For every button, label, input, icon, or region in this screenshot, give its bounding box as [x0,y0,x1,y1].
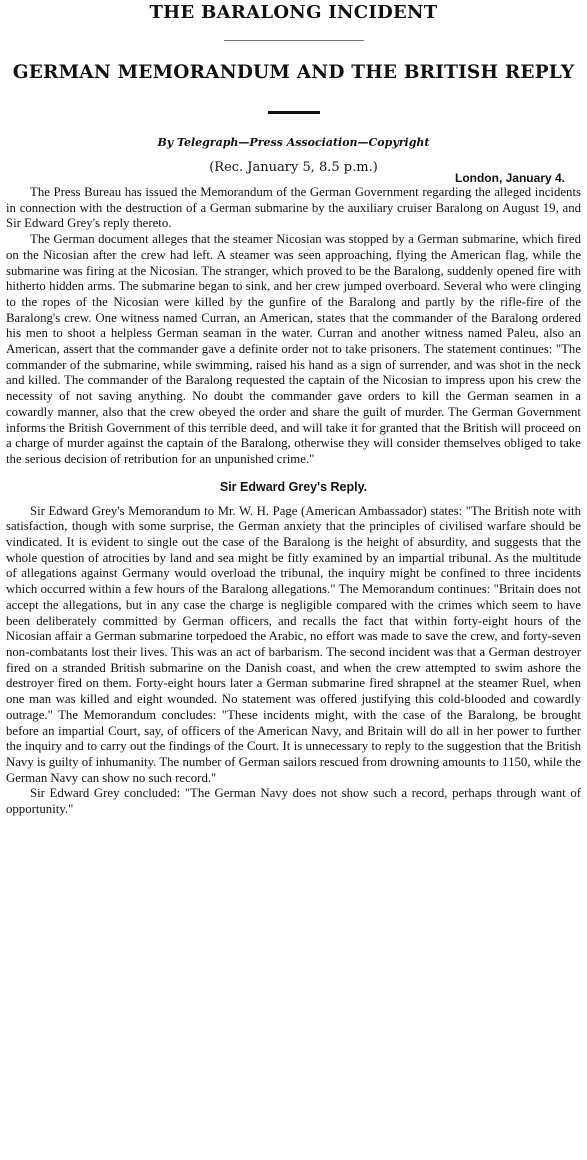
article-title: THE BARALONG INCIDENT [149,2,438,23]
paragraph-1: The Press Bureau has issued the Memorandum of the German Government regarding the alleged incidents in connection with the destruction of a German submarine by the auxiliary cruiser Baralong on August 19, and Sir Edward Grey's reply thereto. [6,185,581,231]
title-underline [224,40,364,41]
received-time: (Rec. January 5, 8.5 p.m.) [209,160,378,175]
paragraph-2: The German document alleges that the steamer Nicosian was stopped by a German submarine, which fired on the Nicosian after the crew had left. A steamer was seen approaching, flying the American flag, while the submarine was firing at the Nicosian. The stranger, which proved to be the Baralong, suddenly opened fire with hitherto hidden arms. The submarine began to sink, and her crew jumped overboard. Several who were clinging to the ropes of the Nicosian were killed by the gunfire of the Baralong and partly by the rifle-fire of the Baralong's crew. One witness named Curran, an American, states that the commander of the Baralong ordered his men to shoot a helpless German seaman in the water. Curran and another witness named Paleu, also an American, assert that the commander gave a definite order not to take prisoners. The statement continues: "The commander of the submarine, while swimming, raised his hand as a sign of surrender, and was shot in the neck and killed. The commander of the Baralong requested the captain of the Nicosian to impress upon his crew the necessity of not saving anything. No doubt the commander gave orders to kill the German seamen in a cowardly manner, also that the crew obeyed the order and share the guilt of murder. The German Government informs the British Government of this terrible deed, and will take it for granted that the British will proceed on a charge of murder against the captain of the Baralong, otherwise they will consider themselves obliged to take the serious decision of retribution for an unpunished crime." [6,232,581,466]
dateline: London, January 4. [454,171,565,185]
reply-paragraph-2: Sir Edward Grey concluded: "The German Navy does not show such a record, perhaps through want of opportunity." [6,786,581,817]
byline: By Telegraph—Press Association—Copyright [157,136,430,149]
headline-divider [268,111,320,114]
reply-paragraph-1: Sir Edward Grey's Memorandum to Mr. W. H. Page (American Ambassador) states: "The British note with satisfaction, though with some surprise, the German anxiety that the principles of civilised warfare should be vindicated. It is evident to single out the case of the Baralong is the height of absurdity, and suggests that the whole question of atrocities by land and sea might be fitly examined by an impartial tribunal. As the multitude of allegations against Germany would overload the tribunal, the inquiry might be confined to three incidents which occurred within a few hours of the Baralong allegations." The Memorandum continues: "Britain does not accept the allegations, but in any case the charge is negligible compared with the crimes which seem to have been deliberately committed by German officers, and recalls the fact that within forty-eight hours of the Nicosian affair a German submarine torpedoed the Arabic, no effort was made to save the crew, and forty-seven non-combatants lost their lives. This was an act of barbarism. The second incident was that a German destroyer fired on a stranded British submarine on the Danish coast, and when the crew attempted to swim ashore the destroyer fired on them. Forty-eight hours later a German submarine fired shrapnel at the steamer Ruel, when one man was killed and eight wounded. No statement was offered justifying this cold-blooded and cowardly outrage." The Memorandum concludes: "These incidents might, with the case of the Baralong, be brought before an impartial Court, say, of officers of the American Navy, and Britain will do all in her power to further the inquiry and to carry out the findings of the Court. It is unnecessary to reply to the suggestion that the British Navy is guilty of inhumanity. The number of German sailors rescued from drowning amounts to 1150, while the German Navy can show no such record." [6,503,581,785]
article-headline: GERMAN MEMORANDUM AND THE BRITISH REPLY [12,62,575,83]
subheading: Sir Edward Grey's Reply. [219,479,368,494]
